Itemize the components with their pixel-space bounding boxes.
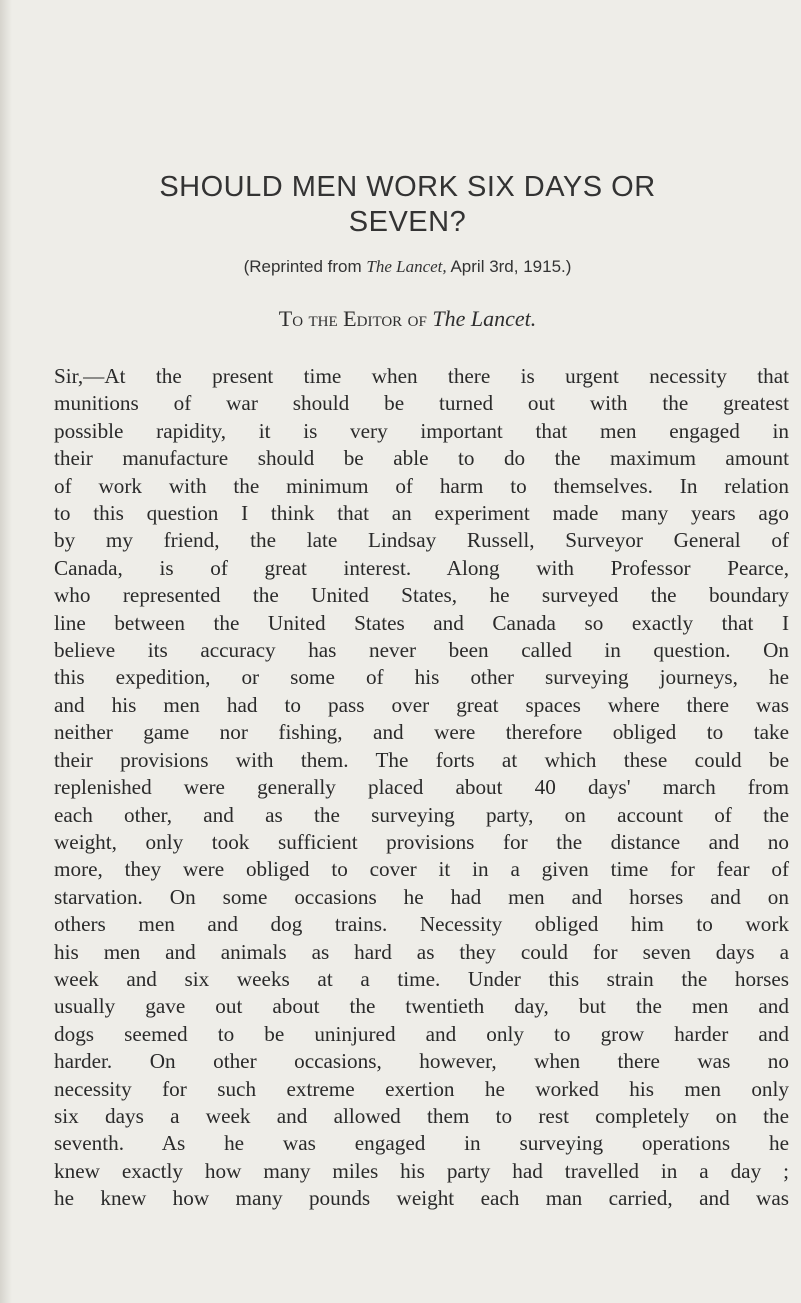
- salutation-prefix: To the Editor of: [278, 306, 433, 331]
- body-line: replenished were generally placed about 40 days' march from: [54, 775, 789, 800]
- body-line: Canada, is of great interest. Along with Professor Pearce,: [54, 555, 789, 580]
- body-line: necessity for such extreme exertion he worked his men only: [54, 1076, 789, 1101]
- body-line: of work with the minimum of harm to themselves. In relation: [54, 473, 789, 498]
- body-line: believe its accuracy has never been called in question. On: [54, 638, 789, 663]
- body-line: who represented the United States, he surveyed the boundary: [54, 583, 789, 608]
- body-line: line between the United States and Canada so exactly that I: [54, 610, 789, 635]
- body-line: week and six weeks at a time. Under this strain the horses: [54, 966, 789, 991]
- body-line: Sir,—At the present time when there is urgent necessity that: [54, 364, 789, 388]
- body-line: this expedition, or some of his other surveying journeys, he: [54, 665, 789, 690]
- body-line: munitions of war should be turned out with the greatest: [54, 391, 789, 416]
- body-line: his men and animals as hard as they could for seven days a: [54, 939, 789, 964]
- body-line: harder. On other occasions, however, when there was no: [54, 1049, 789, 1074]
- body-line: weight, only took sufficient provisions for the distance and no: [54, 829, 789, 854]
- body-line: six days a week and allowed them to rest completely on the: [54, 1103, 789, 1128]
- reprint-journal: The Lancet,: [366, 257, 447, 276]
- body-line: others men and dog trains. Necessity obliged him to work: [54, 912, 789, 937]
- body-line: each other, and as the surveying party, on account of the: [54, 802, 789, 827]
- body-line: and his men had to pass over great spaces where there was: [54, 692, 789, 717]
- body-line: their provisions with them. The forts at which these could be: [54, 747, 789, 772]
- page-spine-shadow: [0, 0, 12, 1303]
- salutation: [40, 306, 775, 332]
- body-line: seventh. As he was engaged in surveying operations he: [54, 1131, 789, 1156]
- salutation-journal: The Lancet.: [432, 306, 537, 331]
- article-title-line-1: SHOULD MEN WORK SIX DAYS OR: [159, 171, 656, 203]
- body-line: more, they were obliged to cover it in a given time for fear of: [54, 857, 789, 882]
- body-line: he knew how many pounds weight each man carried, and was: [54, 1186, 789, 1211]
- body-line: starvation. On some occasions he had men and horses and on: [54, 884, 789, 909]
- letter-body: [54, 363, 789, 1213]
- body-line: by my friend, the late Lindsay Russell, Surveyor General of: [54, 528, 789, 553]
- body-line: usually gave out about the twentieth day, but the men and: [54, 994, 789, 1019]
- body-line: possible rapidity, it is very important that men engaged in: [54, 418, 789, 443]
- body-line: their manufacture should be able to do the maximum amount: [54, 446, 789, 471]
- reprint-note: [40, 257, 775, 277]
- body-line: to this question I think that an experiment made many years ago: [54, 501, 789, 526]
- article-title-line-2: SEVEN?: [348, 206, 467, 238]
- reprint-prefix: (Reprinted from: [243, 257, 367, 276]
- body-line: neither game nor fishing, and were therefore obliged to take: [54, 720, 789, 745]
- reprint-date: April 3rd, 1915.): [446, 257, 572, 276]
- body-line: dogs seemed to be uninjured and only to grow harder and: [54, 1021, 789, 1046]
- body-line: knew exactly how many miles his party had travelled in a day ;: [54, 1158, 789, 1183]
